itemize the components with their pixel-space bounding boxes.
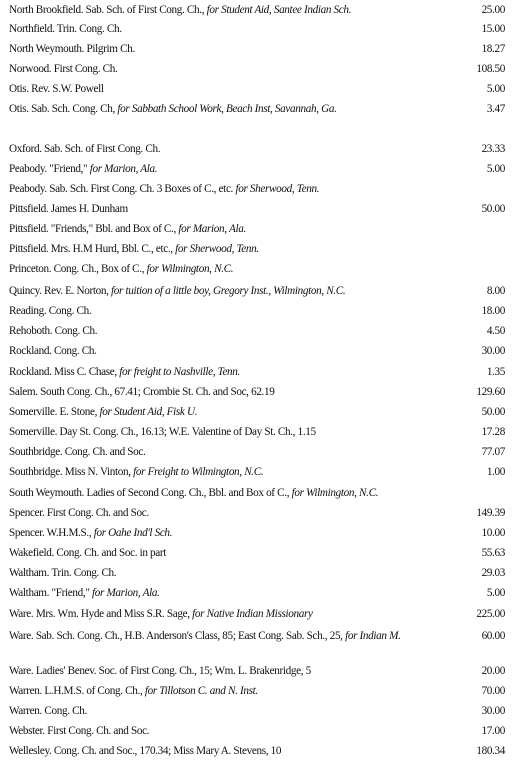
entry-description [9, 305, 434, 318]
entry-description [9, 103, 434, 116]
entry-donor: Princeton. Cong. Ch., Box of C., [9, 263, 145, 275]
ledger-entry [9, 665, 505, 678]
ledger-entry [9, 745, 505, 758]
entry-donor: Otis. Rev. S.W. Powell [9, 83, 104, 95]
entry-description [9, 325, 434, 338]
ledger-entry [9, 630, 505, 643]
entry-amount: 30.00 [481, 345, 505, 357]
entry-purpose: for Sherwood, Tenn. [235, 183, 320, 195]
entry-amount: 29.03 [481, 567, 505, 579]
entry-donor: Rockland. Miss C. Chase, [9, 366, 117, 378]
entry-purpose: for Oahe Ind'l Sch. [93, 527, 173, 539]
entry-description [9, 63, 434, 76]
entry-amount: 1.35 [486, 366, 505, 378]
entry-purpose: for Sabbath School Work, Beach Inst, Savannah, Ga. [117, 103, 337, 115]
ledger-entry [9, 507, 505, 520]
entry-donor: North Brookfield. Sab. Sch. of First Cong. Ch., [9, 4, 205, 16]
entry-amount: 5.00 [486, 163, 505, 175]
ledger-entry [9, 4, 505, 17]
entry-description [9, 685, 434, 698]
entry-description [9, 406, 434, 419]
entry-donor: Norwood. First Cong. Ch. [9, 63, 118, 75]
entry-description [9, 527, 434, 540]
entry-amount: 70.00 [481, 685, 505, 697]
entry-amount: 108.50 [476, 63, 505, 75]
entry-purpose: for Student Aid, Santee Indian Sch. [206, 4, 352, 16]
entry-amount: 55.63 [481, 547, 505, 559]
entry-donor: Pittsfield. Mrs. H.M Hurd, Bbl. C., etc., [9, 243, 173, 255]
entry-amount: 5.00 [486, 587, 505, 599]
entry-description [9, 466, 434, 479]
entry-description [9, 366, 434, 379]
ledger-entry [9, 183, 505, 196]
entry-purpose: for freight to Nashville, Tenn. [119, 366, 240, 378]
entry-purpose: for Freight to Wilmington, N.C. [133, 466, 264, 478]
ledger-entry [9, 527, 505, 540]
ledger-entry [9, 263, 505, 276]
ledger-entry [9, 406, 505, 419]
entry-donor: Salem. South Cong. Ch., 67.41; Crombie St. Ch. and Soc, 62.19 [9, 386, 275, 398]
entry-purpose: for Tillotson C. and N. Inst. [144, 685, 258, 697]
ledger-entry [9, 325, 505, 338]
entry-amount: 25.00 [481, 4, 505, 16]
entry-description [9, 23, 434, 36]
entry-amount: 4.50 [486, 325, 505, 337]
entry-description [9, 43, 434, 56]
ledger-entry [9, 487, 505, 500]
entry-description [9, 587, 434, 600]
entry-donor: Warren. Cong. Ch. [9, 705, 87, 717]
entry-donor: Ware. Mrs. Wm. Hyde and Miss S.R. Sage, [9, 608, 190, 620]
entry-donor: North Weymouth. Pilgrim Ch. [9, 43, 135, 55]
entry-amount: 225.00 [476, 608, 505, 620]
entry-purpose: for Sherwood, Tenn. [175, 243, 259, 255]
ledger-entry [9, 446, 505, 459]
entry-donor: Webster. First Cong. Ch. and Soc. [9, 725, 150, 737]
entry-donor: Pittsfield. James H. Dunham [9, 203, 128, 215]
entry-description [9, 345, 434, 358]
entry-description [9, 285, 434, 298]
entry-description [9, 567, 434, 580]
entry-donor: South Weymouth. Ladies of Second Cong. Ch., Bbl. and Box of C., [9, 487, 290, 499]
entry-donor: Northfield. Trin. Cong. Ch. [9, 23, 122, 35]
entry-amount: 10.00 [481, 527, 505, 539]
ledger-entry [9, 725, 505, 738]
ledger-entry [9, 567, 505, 580]
entry-donor: Somerville. E. Stone, [9, 406, 98, 418]
entry-description [9, 608, 434, 621]
entry-amount: 77.07 [481, 446, 505, 458]
entry-description [9, 143, 434, 156]
ledger-entry [9, 143, 505, 156]
entry-amount: 129.60 [476, 386, 505, 398]
ledger-entry [9, 23, 505, 36]
entry-description [9, 4, 434, 17]
entry-donor: Quincy. Rev. E. Norton, [9, 285, 109, 297]
entry-purpose: for Native Indian Missionary [192, 608, 313, 620]
entry-donor: Spencer. W.H.M.S., [9, 527, 92, 539]
entry-description [9, 446, 434, 459]
entry-amount: 17.28 [481, 426, 505, 438]
ledger-entry [9, 203, 505, 216]
ledger-entry [9, 163, 505, 176]
entry-amount: 30.00 [481, 705, 505, 717]
entry-description [9, 705, 434, 718]
entry-purpose: for Marion, Ala. [92, 587, 160, 599]
entry-donor: Ware. Ladies' Benev. Soc. of First Cong. Ch., 15; Wm. L. Brakenridge, 5 [9, 665, 311, 677]
entry-amount: 3.47 [486, 103, 505, 115]
entry-donor: Rehoboth. Cong. Ch. [9, 325, 98, 337]
ledger-entry [9, 608, 505, 621]
entry-donor: Wellesley. Cong. Ch. and Soc., 170.34; Miss Mary A. Stevens, 10 [9, 745, 282, 757]
ledger-entry [9, 285, 505, 298]
entry-amount: 23.33 [481, 143, 505, 155]
entry-description [9, 725, 434, 738]
entry-donor: Pittsfield. "Friends," Bbl. and Box of C., [9, 223, 176, 235]
entry-donor: Southbridge. Cong. Ch. and Soc. [9, 446, 146, 458]
entry-donor: Reading. Cong. Ch. [9, 305, 92, 317]
entry-purpose: for Wilmington, N.C. [146, 263, 234, 275]
entry-donor: Oxford. Sab. Sch. of First Cong. Ch. [9, 143, 161, 155]
entry-description [9, 426, 434, 439]
entry-amount: 149.39 [476, 507, 505, 519]
entry-amount: 15.00 [481, 23, 505, 35]
entry-description [9, 386, 434, 399]
entry-donor: Southbridge. Miss N. Vinton, [9, 466, 131, 478]
entry-description [9, 83, 434, 96]
entry-description [9, 223, 434, 236]
entry-donor: Ware. Sab. Sch. Cong. Ch., H.B. Anderson's Class, 85; East Cong. Sab. Sch., 25, [9, 630, 343, 642]
entry-amount: 1.00 [486, 466, 505, 478]
entry-donor: Warren. L.H.M.S. of Cong. Ch., [9, 685, 143, 697]
entry-purpose: for Marion, Ala. [89, 163, 158, 175]
ledger-entry [9, 386, 505, 399]
entry-donor: Spencer. First Cong. Ch. and Soc. [9, 507, 149, 519]
ledger-entry [9, 547, 505, 560]
entry-donor: Wakefield. Cong. Ch. and Soc. in part [9, 547, 167, 559]
entry-description [9, 487, 434, 500]
entry-purpose: for Wilmington, N.C. [291, 487, 379, 499]
ledger-entry [9, 466, 505, 479]
entry-amount: 17.00 [481, 725, 505, 737]
entry-description [9, 263, 434, 276]
entry-donor: Waltham. "Friend," [9, 587, 90, 599]
entry-description [9, 183, 434, 196]
ledger-entry [9, 243, 505, 256]
ledger-entry [9, 43, 505, 56]
ledger-entry [9, 103, 505, 116]
entry-description [9, 665, 434, 678]
entry-description [9, 163, 434, 176]
entry-amount: 18.27 [481, 43, 505, 55]
ledger-entry [9, 223, 505, 236]
entry-amount: 60.00 [481, 630, 505, 642]
ledger-entry [9, 705, 505, 718]
entry-purpose: for Indian M. [345, 630, 401, 642]
entry-description [9, 203, 434, 216]
entry-donor: Peabody. "Friend," [9, 163, 88, 175]
ledger-entry [9, 83, 505, 96]
ledger-entry [9, 305, 505, 318]
entry-amount: 20.00 [481, 665, 505, 677]
entry-description [9, 630, 434, 643]
entry-amount: 8.00 [486, 285, 505, 297]
entry-donor: Somerville. Day St. Cong. Ch., 16.13; W.E. Valentine of Day St. Ch., 1.15 [9, 426, 316, 438]
entry-amount: 180.34 [476, 745, 505, 757]
ledger-entry [9, 345, 505, 358]
entry-amount: 5.00 [486, 83, 505, 95]
entry-donor: Rockland. Cong. Ch. [9, 345, 97, 357]
ledger-entry [9, 366, 505, 379]
ledger-entry [9, 587, 505, 600]
ledger-entry [9, 426, 505, 439]
entry-description [9, 745, 434, 758]
entry-donor: Peabody. Sab. Sch. First Cong. Ch. 3 Boxes of C., etc. [9, 183, 234, 195]
entry-description [9, 243, 434, 256]
ledger-entry [9, 685, 505, 698]
entry-purpose: for Student Aid, Fisk U. [99, 406, 198, 418]
entry-description [9, 547, 434, 560]
entry-amount: 18.00 [481, 305, 505, 317]
entry-purpose: for tuition of a little boy, Gregory Inst., Wilmington, N.C. [111, 285, 346, 297]
entry-amount: 50.00 [481, 203, 505, 215]
entry-description [9, 507, 434, 520]
entry-amount: 50.00 [481, 406, 505, 418]
entry-purpose: for Marion, Ala. [178, 223, 246, 235]
entry-donor: Waltham. Trin. Cong. Ch. [9, 567, 117, 579]
entry-donor: Otis. Sab. Sch. Cong. Ch, [9, 103, 115, 115]
ledger-entry [9, 63, 505, 76]
